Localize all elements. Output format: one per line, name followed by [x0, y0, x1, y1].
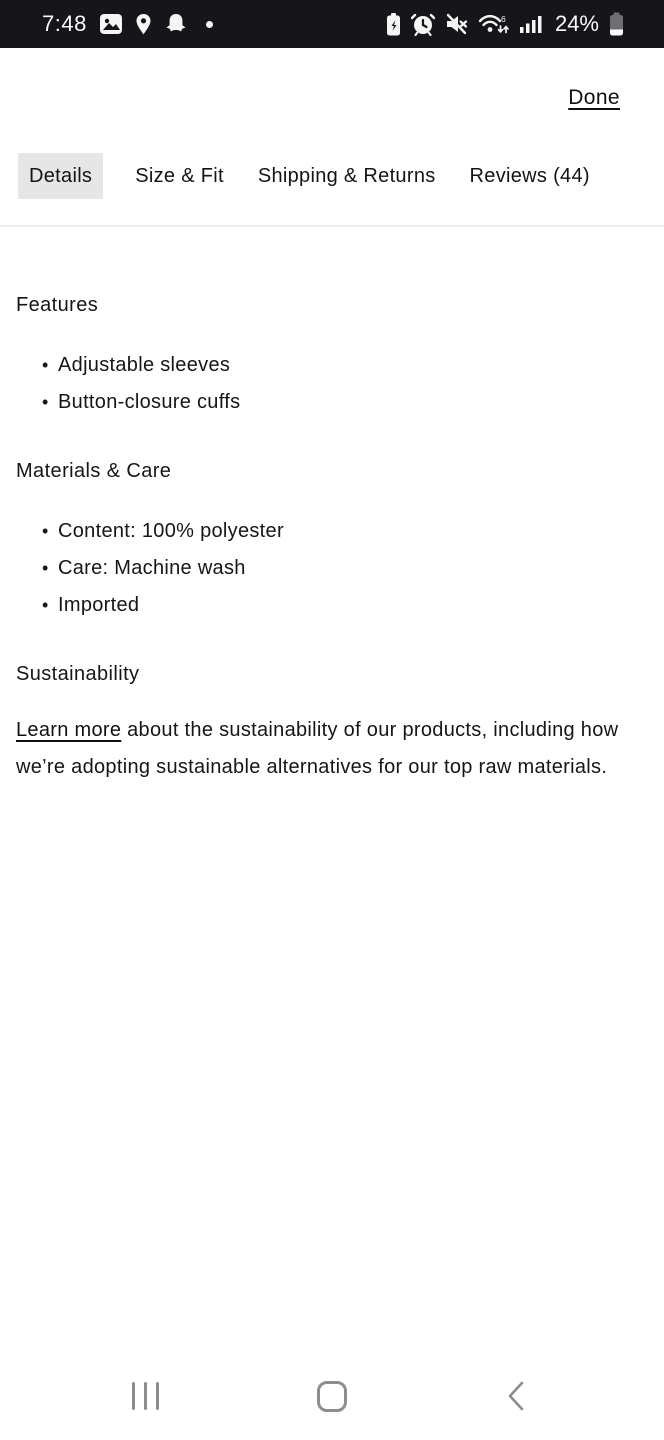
list-item: • Content: 100% polyester: [16, 513, 648, 550]
alarm-icon: [411, 13, 435, 36]
wifi6-icon: [478, 13, 509, 36]
sustainability-text: about the sustainability of our products, including how we’re adopting sustainable alternatives for our top raw materials.: [16, 719, 619, 778]
materials-care-heading: Materials & Care: [16, 460, 172, 482]
recents-button[interactable]: [123, 1374, 167, 1418]
status-bar: [0, 0, 664, 48]
snapchat-icon: [164, 13, 188, 36]
notification-dot: [206, 21, 213, 28]
list-item: • Adjustable sleeves: [16, 347, 648, 384]
svg-text:6: 6: [500, 13, 506, 24]
home-icon: [317, 1381, 347, 1412]
features-heading: Features: [16, 294, 99, 316]
list-item: • Button-closure cuffs: [16, 384, 648, 421]
sustainability-heading: Sustainability: [16, 663, 140, 685]
battery-percent: 24%: [554, 11, 599, 36]
list-item: • Care: Machine wash: [16, 550, 648, 587]
details-content: [16, 293, 648, 786]
gallery-icon: [99, 13, 123, 35]
location-icon: [135, 13, 152, 36]
done-button[interactable]: Done: [568, 86, 620, 109]
back-button[interactable]: [494, 1374, 538, 1418]
list-item: • Imported: [16, 587, 648, 624]
features-list: [16, 347, 648, 421]
tab-divider: [0, 225, 664, 227]
sustainability-paragraph: [16, 712, 636, 786]
tab-size-fit[interactable]: Size & Fit: [135, 164, 224, 187]
back-chevron-icon: [506, 1380, 526, 1412]
mute-icon: [445, 13, 468, 35]
recents-icon: [132, 1382, 159, 1410]
materials-care-list: [16, 513, 648, 624]
signal-icon: [519, 13, 543, 35]
tab-reviews[interactable]: Reviews (44): [469, 164, 590, 187]
battery-saver-icon: [386, 13, 401, 36]
status-bar-right: [386, 11, 624, 37]
status-time: 7:48: [42, 11, 87, 36]
learn-more-link[interactable]: Learn more: [16, 719, 122, 741]
home-button[interactable]: [310, 1374, 354, 1418]
tab-shipping-returns[interactable]: Shipping & Returns: [257, 164, 436, 187]
tab-bar: [18, 153, 592, 199]
tab-details[interactable]: Details: [18, 153, 103, 199]
battery-icon: [609, 12, 624, 36]
status-bar-left: [42, 11, 213, 37]
